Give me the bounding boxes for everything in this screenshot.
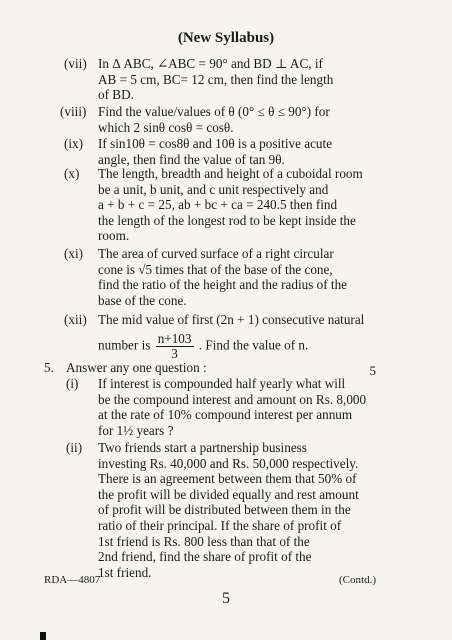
paper-code: RDA—4807 (44, 574, 101, 586)
question-line: ratio of their principal. If the share of profit of (98, 517, 342, 533)
question-number: (i) (66, 376, 79, 391)
question-line: base of the cone. (98, 292, 187, 308)
page-number: 5 (222, 590, 230, 607)
question-line: at the rate of 10% compound interest per annum (98, 407, 353, 423)
question-line: Find the value/values of θ (0° ≤ θ ≤ 90°) for (98, 104, 330, 119)
question-number: 5. (44, 360, 54, 375)
question-xii (64, 312, 394, 362)
question-line: The mid value of first (2n + 1) consecutive natural (98, 312, 365, 327)
question-line: The area of curved surface of a right circular (98, 246, 334, 261)
fraction-denominator: 3 (171, 346, 178, 361)
question-line: the profit will be divided equally and rest amount (98, 486, 359, 502)
fraction-numerator: n+103 (157, 331, 192, 346)
question-line: If sin10θ = cos8θ and 10θ is a positive acute (98, 136, 333, 151)
question-number: (x) (64, 166, 80, 181)
question-line: 1st friend is Rs. 800 less than that of the (98, 533, 310, 549)
marks-value: 5 (369, 363, 376, 378)
question-number: (xi) (64, 246, 84, 261)
question-line: There is an agreement between them that 50% of (98, 471, 357, 487)
question-line: be the compound interest and amount on Rs. 8,000 (98, 391, 367, 407)
question-line: of BD. (98, 87, 134, 103)
question-line-with-fraction (98, 332, 308, 361)
question-line: angle, then find the value of tan 9θ. (98, 151, 285, 167)
question-line: find the ratio of the height and the radius of the (98, 277, 348, 293)
page-title: (New Syllabus) (177, 30, 275, 46)
question-number: (viii) (60, 104, 87, 119)
question-number: (xii) (64, 312, 87, 327)
question-text: . Find the value of n. (198, 337, 309, 353)
question-line: which 2 sinθ cosθ = cosθ. (98, 119, 234, 135)
question-text: number is (98, 337, 151, 353)
question-line: room. (98, 228, 130, 244)
question-line: for 1½ years ? (98, 422, 174, 438)
question-line: In Δ ABC, ∠ABC = 90° and BD ⊥ AC, if (98, 56, 323, 71)
question-number: (ix) (64, 136, 84, 151)
question-line: be a unit, b unit, and c unit respectively and (98, 181, 329, 197)
question-line: the length of the longest rod to be kept inside the (98, 212, 356, 228)
question-line: The length, breadth and height of a cuboidal room (98, 166, 363, 181)
question-line: AB = 5 cm, BC= 12 cm, then find the length (98, 71, 334, 87)
scan-mark (40, 632, 46, 640)
question-line: investing Rs. 40,000 and Rs. 50,000 respectively. (98, 455, 359, 471)
question-number: (vii) (64, 56, 87, 71)
question-line: a + b + c = 25, ab + bc + ca = 240.5 then find (98, 197, 338, 213)
question-line: of profit will be distributed between them in the (98, 502, 351, 518)
question-number: (ii) (66, 440, 83, 455)
question-line: Answer any one question : (66, 360, 207, 375)
fraction (156, 332, 194, 361)
question-line: cone is √5 times that of the base of the cone, (98, 261, 333, 277)
continued-note: (Contd.) (339, 574, 376, 586)
question-line: Two friends start a partnership business (98, 440, 307, 455)
question-line: If interest is compounded half yearly what will (98, 376, 346, 391)
question-line: 2nd friend, find the share of profit of the (98, 549, 312, 565)
question-line: 1st friend. (98, 564, 152, 580)
